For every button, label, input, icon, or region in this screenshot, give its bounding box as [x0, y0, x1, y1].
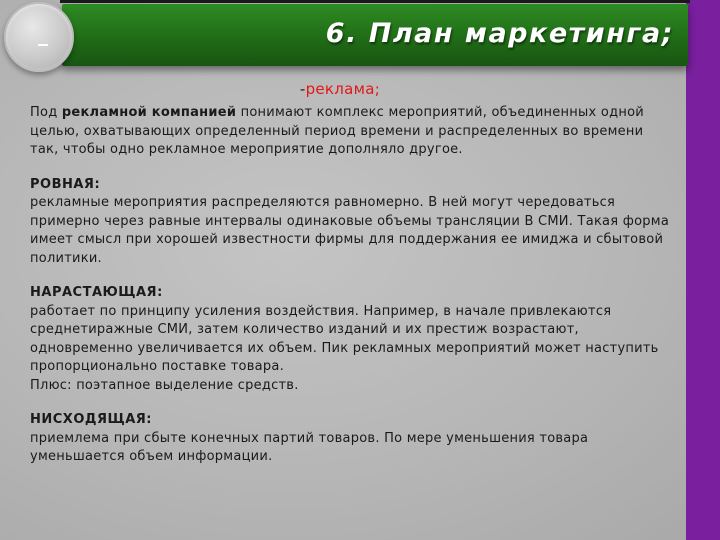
intro-rest: понимают комплекс мероприятий, объединенных одной целью, охватывающих определенный период времени и распределенных во времени так, чтобы одно рекламное мероприятие дополняло другое. — [30, 105, 644, 157]
subtitle-dash: - — [299, 80, 306, 98]
section-text: приемлема при сбыте конечных партий товаров. По мере уменьшения товара уменьшается объем информации. — [30, 430, 589, 464]
slide-content — [30, 104, 670, 483]
section-extra-note: Плюс: поэтапное выделение средств. — [30, 377, 299, 393]
title-banner — [62, 4, 688, 66]
intro-paragraph — [30, 104, 670, 160]
accent-bar — [686, 0, 720, 540]
section-increasing — [30, 284, 670, 395]
subtitle-text: реклама; — [305, 80, 381, 98]
circle-dash-mark — [38, 44, 48, 46]
slide-title: 6. План маркетинга; — [325, 18, 674, 49]
intro-bold-term: рекламной компанией — [61, 105, 237, 120]
section-even — [30, 176, 670, 269]
decorative-circle-icon — [4, 2, 74, 72]
slide-subtitle — [0, 80, 680, 98]
section-decreasing — [30, 411, 670, 467]
section-heading: РОВНАЯ: — [30, 176, 101, 192]
section-text: рекламные мероприятия распределяются равномерно. В ней могут чередоваться примерно через равные интервалы одинаковые объемы трансляции В СМИ. Такая форма имеет смысл при хорошей известности фирмы для поддержания ее имиджа и сбытовой политики. — [30, 195, 670, 266]
section-text: работает по принципу усиления воздействия. Например, в начале привлекаются среднетиражные СМИ, затем количество изданий и их престиж возрастают, одновременно увеличивается их объем. Пик рекламных мероприятий может наступить пропорционально поставке товара. — [30, 303, 659, 374]
section-heading: НАРАСТАЮЩАЯ: — [30, 285, 163, 300]
section-heading: НИСХОДЯЩАЯ: — [30, 412, 152, 427]
banner-top-line — [60, 0, 690, 3]
intro-prefix: Под — [30, 105, 62, 120]
